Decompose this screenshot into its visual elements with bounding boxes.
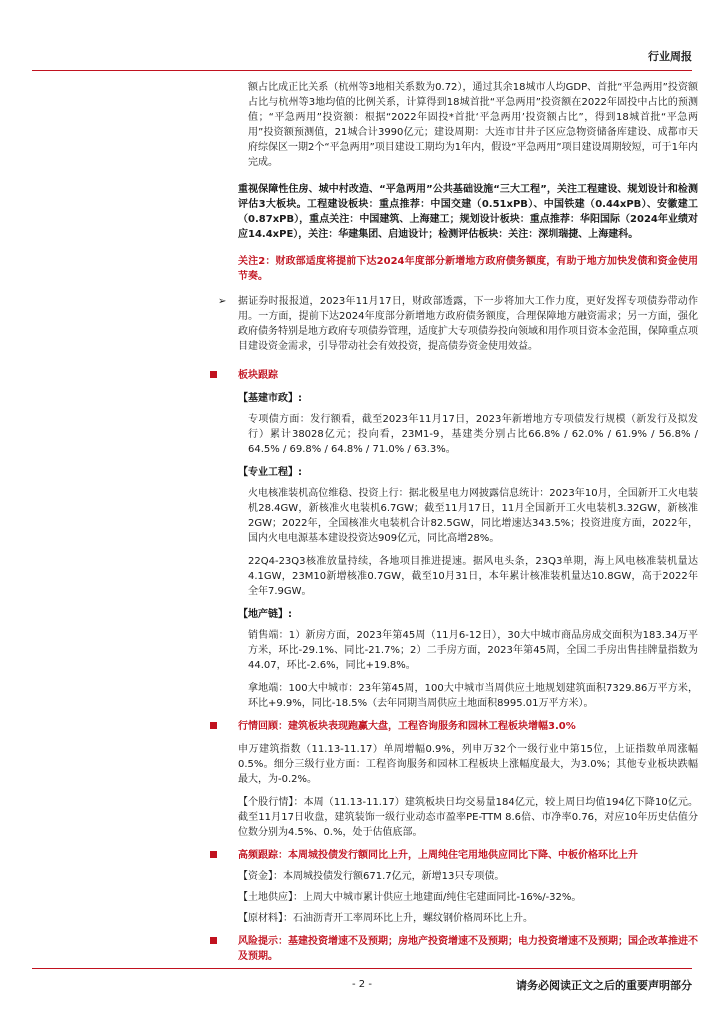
section-bullet-icon xyxy=(210,851,217,858)
cat-professional-engineering: 【专业工程】: xyxy=(238,467,302,478)
page-footer xyxy=(32,968,692,992)
para-land-supply: 【土地供应】：上周大中城市累计供应土地建面/纯住宅建面同比-16%/-32%。 xyxy=(238,892,582,903)
section-risk-warning: 风险提示：基建投资增速不及预期；房地产投资增速不及预期；电力投资增速不及预期；国企改革推进不及预期。 xyxy=(238,936,698,962)
section-bullet-icon xyxy=(210,937,217,944)
report-type: 行业周报 xyxy=(648,50,692,63)
para-thermal-power: 火电核准装机高位维稳、投资上行：据北极星电力网披露信息统计：2023年10月，全国新开工火电装机28.4GW，新核准火电装机6.7GW；截至11月17日，11月全国新开工火电装机3.32GW，新核准2GW；2022年，全国核准火电装机合计82.5GW，同比增速达343.5%；投资进度方面，2022年，国内火电电源基本建设投资达909亿元，同比高增28%。 xyxy=(248,488,698,544)
para-finance-ministry: 据证券时报报道，2023年11月17日，财政部透露，下一步将加大工作力度，更好发挥专项债券带动作用。一方面，提前下达2024年度部分新增地方政府债务额度，合理保障地方融资需求；另一方面，强化政府债务特别是地方政府专项债券管理，适度扩大专项债券投向领域和用作项目资本金范围，保障重点项目建设资金需求，引导带动社会有效投资，提高债券资金使用效益。 xyxy=(238,296,698,352)
cat-real-estate: 【地产链】: xyxy=(238,609,292,620)
cat-infrastructure: 【基建市政】: xyxy=(238,393,302,404)
section-bullet-icon xyxy=(210,371,217,378)
para-sales: 销售端：1）新房方面，2023年第45周（11月6-12日），30大中城市商品房成交面积为183.34万平方米，环比-29.1%、同比-21.7%；2）二手房方面，2023年第45周，全国二手房出售挂牌量指数为44.07，环比-2.6%，同比+19.8%。 xyxy=(248,630,698,671)
main-content xyxy=(218,80,698,964)
disclaimer: 请务必阅读正文之后的重要声明部分 xyxy=(516,979,692,992)
arrow-bullet-icon: ➢ xyxy=(218,296,227,307)
section-sector-tracking: 板块跟踪 xyxy=(238,370,278,381)
section-market-review: 行情回顾：建筑板块表现跑赢大盘，工程咨询服务和园林工程板块增幅3.0% xyxy=(238,721,576,732)
para-wind-power: 22Q4-23Q3核准放量持续，各地项目推进提速。据风电头条，23Q3单期，海上风电核准装机量达4.1GW，23M10新增核准0.7GW，截至10月31日，本年累计核准装机量达10.8GW，高于2022年全年7.9GW。 xyxy=(248,556,698,597)
para-special-bonds: 专项债方面：发行额看，截至2023年11月17日，2023年新增地方专项债发行规模（新发行及拟发行）累计38028亿元；投向看，23M1-9，基建类分别占比66.8% / 62.0% / 61.9% / 56.8% / 64.5% / 69.8% / 64.8% / 71.0% / 63.3%。 xyxy=(248,414,698,455)
focus-2-heading: 关注2：财政部适度将提前下达2024年度部分新增地方政府债务额度，有助于地方加快发债和资金使用节奏。 xyxy=(238,256,698,282)
para-three-projects: 重视保障性住房、城中村改造、“平急两用”公共基础设施“三大工程”，关注工程建设、规划设计和检测评估3大板块。工程建设板块：重点推荐：中国交建（0.51xPB）、中国铁建（0.44xPB）、安徽建工（0.87xPB），重点关注：中国建筑、上海建工；规划设计板块：重点推荐：华阳国际（2024年业绩对应14.4xPE），关注：华建集团、启迪设计；检测评估板块：关注：深圳瑞捷、上海建科。 xyxy=(238,184,698,240)
para-funds: 【资金】：本周城投债发行额671.7亿元，新增13只专项债。 xyxy=(238,871,505,882)
page-header xyxy=(32,42,692,71)
para-index: 申万建筑指数（11.13-11.17）单周增幅0.9%，列申万32个一级行业中第15位，上证指数单周涨幅0.5%。细分三级行业方面：工程咨询服务和园林工程板块上涨幅度最大，为3.0%；其他专业板块跌幅最大，为-0.2%。 xyxy=(238,744,698,785)
para-land: 拿地端：100大中城市：23年第45周，100大中城市当周供应土地规划建筑面积7329.86万平方米，环比+9.9%，同比-18.5%（去年同期当周供应土地面积8995.01万平方米）。 xyxy=(248,683,698,709)
para-calculation: 额占比成正比关系（杭州等3地相关系数为0.72），通过其余18城市人均GDP、首批“平急两用”投资额占比与杭州等3地均值的比例关系，计算得到18城首批“平急两用”投资额在2022年固投中占比的预测值；“平急两用”投资额：根据“2022年固投*首批‘平急两用’投资额占比”，得到18城首批“平急两用”投资额预测值，21城合计3990亿元；建设周期：大连市甘井子区应急物资储备库建设、成都市天府综保区一期2个“平急两用”项目建设工期均为1年内，假设“平急两用”项目建设周期较短，可于1年内完成。 xyxy=(248,82,698,168)
section-high-frequency: 高频跟踪：本周城投债发行额同比上升，上周纯住宅用地供应同比下降、中板价格环比上升 xyxy=(238,850,638,861)
page-number: - 2 - xyxy=(352,979,372,990)
para-stocks: 【个股行情】：本周（11.13-11.17）建筑板块日均交易量184亿元，较上周日均值194亿下降10亿元。截至11月17日收盘，建筑装饰一级行业动态市盈率PE-TTM 8.6倍、市净率0.76，对应10年历史估值分位数分别为4.5%、0.%，处于估值底部。 xyxy=(238,797,698,838)
section-bullet-icon xyxy=(210,722,217,729)
para-materials: 【原材料】：石油沥青开工率周环比上升，螺纹钢价格周环比上升。 xyxy=(238,913,533,924)
